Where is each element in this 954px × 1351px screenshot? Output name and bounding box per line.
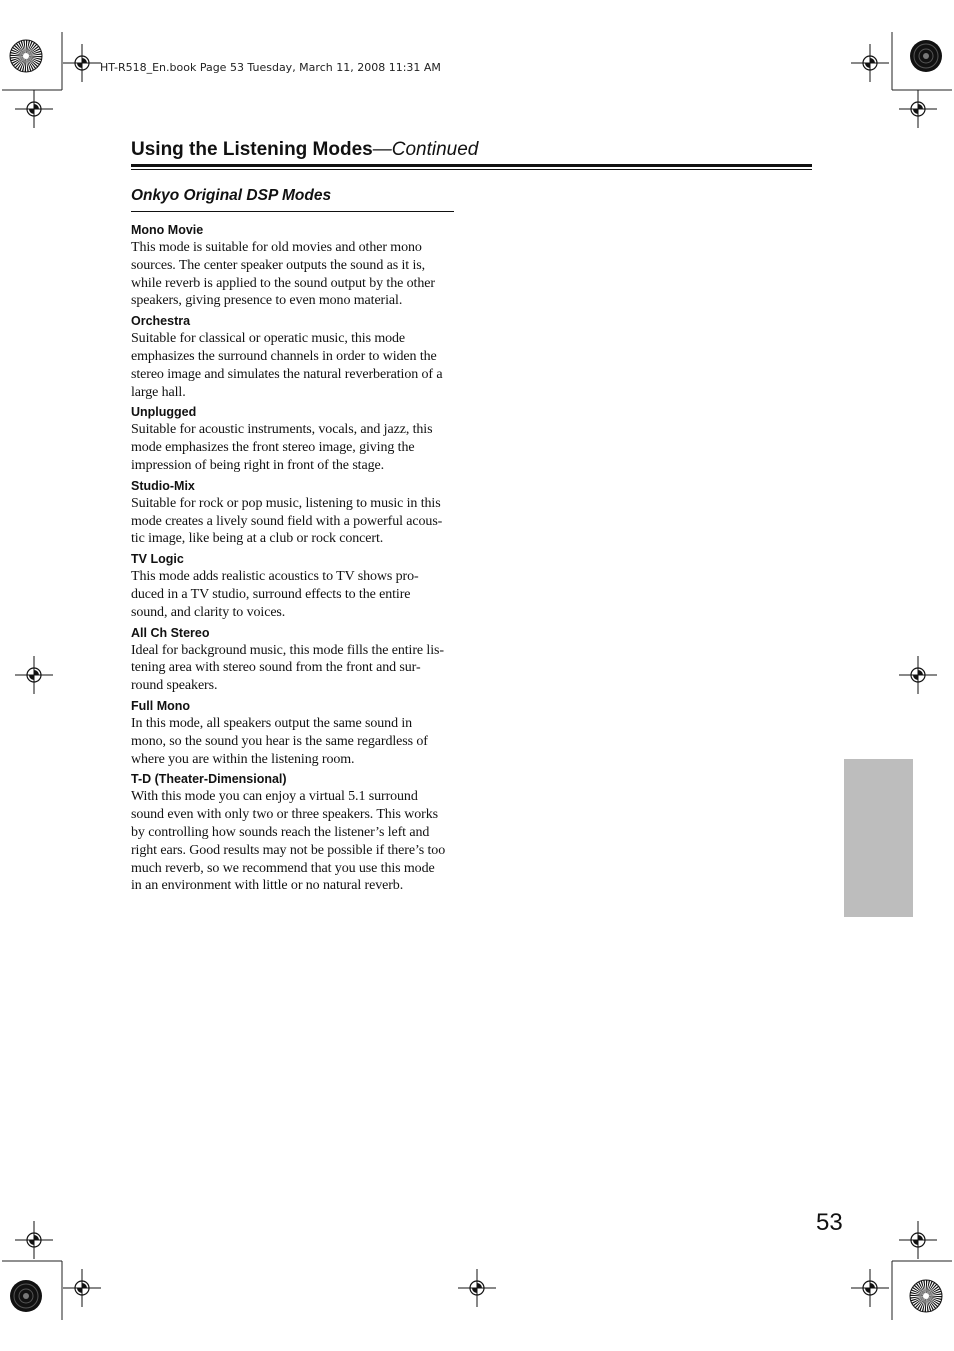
- description-line: This mode adds realistic acoustics to TV shows pro-: [131, 569, 419, 585]
- mode-section: [131, 698, 456, 768]
- mode-section: [131, 771, 456, 895]
- mode-heading: Full Mono: [131, 698, 191, 713]
- side-tab: [844, 759, 913, 917]
- mode-description: [131, 642, 456, 695]
- header-rule-thick: [131, 164, 812, 167]
- mode-description: [131, 421, 456, 474]
- mode-section: [131, 222, 456, 310]
- mode-description: [131, 788, 456, 895]
- color-wheel-icon: [9, 39, 43, 73]
- description-line: sources. The center speaker outputs the sound as it is,: [131, 257, 426, 273]
- registration-target-icon: [898, 1220, 938, 1260]
- description-line: where you are within the listening room.: [131, 751, 355, 767]
- header-title: Using the Listening Modes: [131, 139, 373, 160]
- description-line: With this mode you can enjoy a virtual 5.1 surround: [131, 789, 418, 805]
- mode-heading: All Ch Stereo: [131, 625, 210, 640]
- description-line: much reverb, so we recommend that you use this mode: [131, 860, 435, 876]
- description-line: Suitable for rock or pop music, listening to music in this: [131, 495, 441, 511]
- mode-section: [131, 478, 456, 548]
- mode-heading: Studio-Mix: [131, 478, 195, 493]
- description-line: tic image, like being at a club or rock concert.: [131, 531, 384, 547]
- mode-description: [131, 568, 456, 621]
- mode-heading: Orchestra: [131, 314, 191, 329]
- description-line: stereo image and simulates the natural reverberation of a: [131, 366, 443, 382]
- section-rule: [131, 211, 454, 212]
- color-wheel-icon: [9, 1279, 43, 1313]
- description-line: while reverb is applied to the sound output by the other: [131, 275, 435, 291]
- page-number: 53: [816, 1209, 843, 1236]
- mode-description: [131, 715, 456, 768]
- description-line: In this mode, all speakers output the same sound in: [131, 715, 413, 731]
- color-wheel-icon: [909, 1279, 943, 1313]
- description-line: mode creates a lively sound field with a powerful acous-: [131, 513, 443, 529]
- mode-heading: T-D (Theater-Dimensional): [131, 772, 287, 787]
- section-title: Onkyo Original DSP Modes: [131, 187, 332, 204]
- header-rule-thin: [131, 169, 812, 170]
- description-line: right ears. Good results may not be possible if there’s too: [131, 842, 446, 858]
- registration-target-icon: [850, 1268, 890, 1308]
- description-line: mode emphasizes the front stereo image, giving the: [131, 440, 415, 456]
- description-line: round speakers.: [131, 678, 218, 694]
- description-line: duced in a TV studio, surround effects to the entire: [131, 586, 411, 602]
- description-line: tening area with stereo sound from the front and sur-: [131, 660, 421, 676]
- description-line: Suitable for classical or operatic music, this mode: [131, 331, 406, 347]
- registration-target-icon: [898, 89, 938, 129]
- description-line: Ideal for background music, this mode fills the entire lis-: [131, 642, 444, 658]
- description-line: in an environment with little or no natural reverb.: [131, 878, 404, 894]
- registration-target-icon: [457, 1268, 497, 1308]
- description-line: mono, so the sound you hear is the same regardless of: [131, 733, 428, 749]
- header-continued: —Continued: [372, 139, 479, 160]
- description-line: Suitable for acoustic instruments, vocals, and jazz, this: [131, 422, 433, 438]
- mode-section: [131, 625, 456, 695]
- description-line: This mode is suitable for old movies and other mono: [131, 240, 422, 255]
- mode-section: [131, 404, 456, 474]
- registration-target-icon: [62, 1268, 102, 1308]
- description-line: large hall.: [131, 384, 186, 400]
- color-wheel-icon: [909, 39, 943, 73]
- mode-heading: Unplugged: [131, 405, 197, 420]
- registration-target-icon: [14, 1220, 54, 1260]
- description-line: emphasizes the surround channels in order to widen the: [131, 348, 437, 364]
- registration-target-icon: [14, 655, 54, 695]
- registration-target-icon: [898, 655, 938, 695]
- description-line: by controlling how sounds reach the listener’s left and: [131, 824, 430, 840]
- mode-description: [131, 495, 456, 548]
- mode-list: [131, 219, 456, 895]
- mode-section: [131, 551, 456, 621]
- registration-target-icon: [850, 43, 890, 83]
- mode-description: [131, 330, 456, 401]
- mode-description: [131, 239, 456, 310]
- print-slug: HT-R518_En.book Page 53 Tuesday, March 11, 2008 11:31 AM: [100, 61, 441, 74]
- description-line: speakers, giving presence to even mono material.: [131, 293, 403, 309]
- mode-section: [131, 313, 456, 401]
- mode-heading: TV Logic: [131, 552, 184, 567]
- registration-target-icon: [62, 43, 102, 83]
- registration-target-icon: [14, 89, 54, 129]
- description-line: sound even with only two or three speakers. This works: [131, 807, 438, 823]
- description-line: sound, and clarity to voices.: [131, 604, 286, 620]
- mode-heading: Mono Movie: [131, 223, 204, 237]
- page-header: [131, 139, 811, 161]
- description-line: impression of being right in front of the stage.: [131, 457, 384, 473]
